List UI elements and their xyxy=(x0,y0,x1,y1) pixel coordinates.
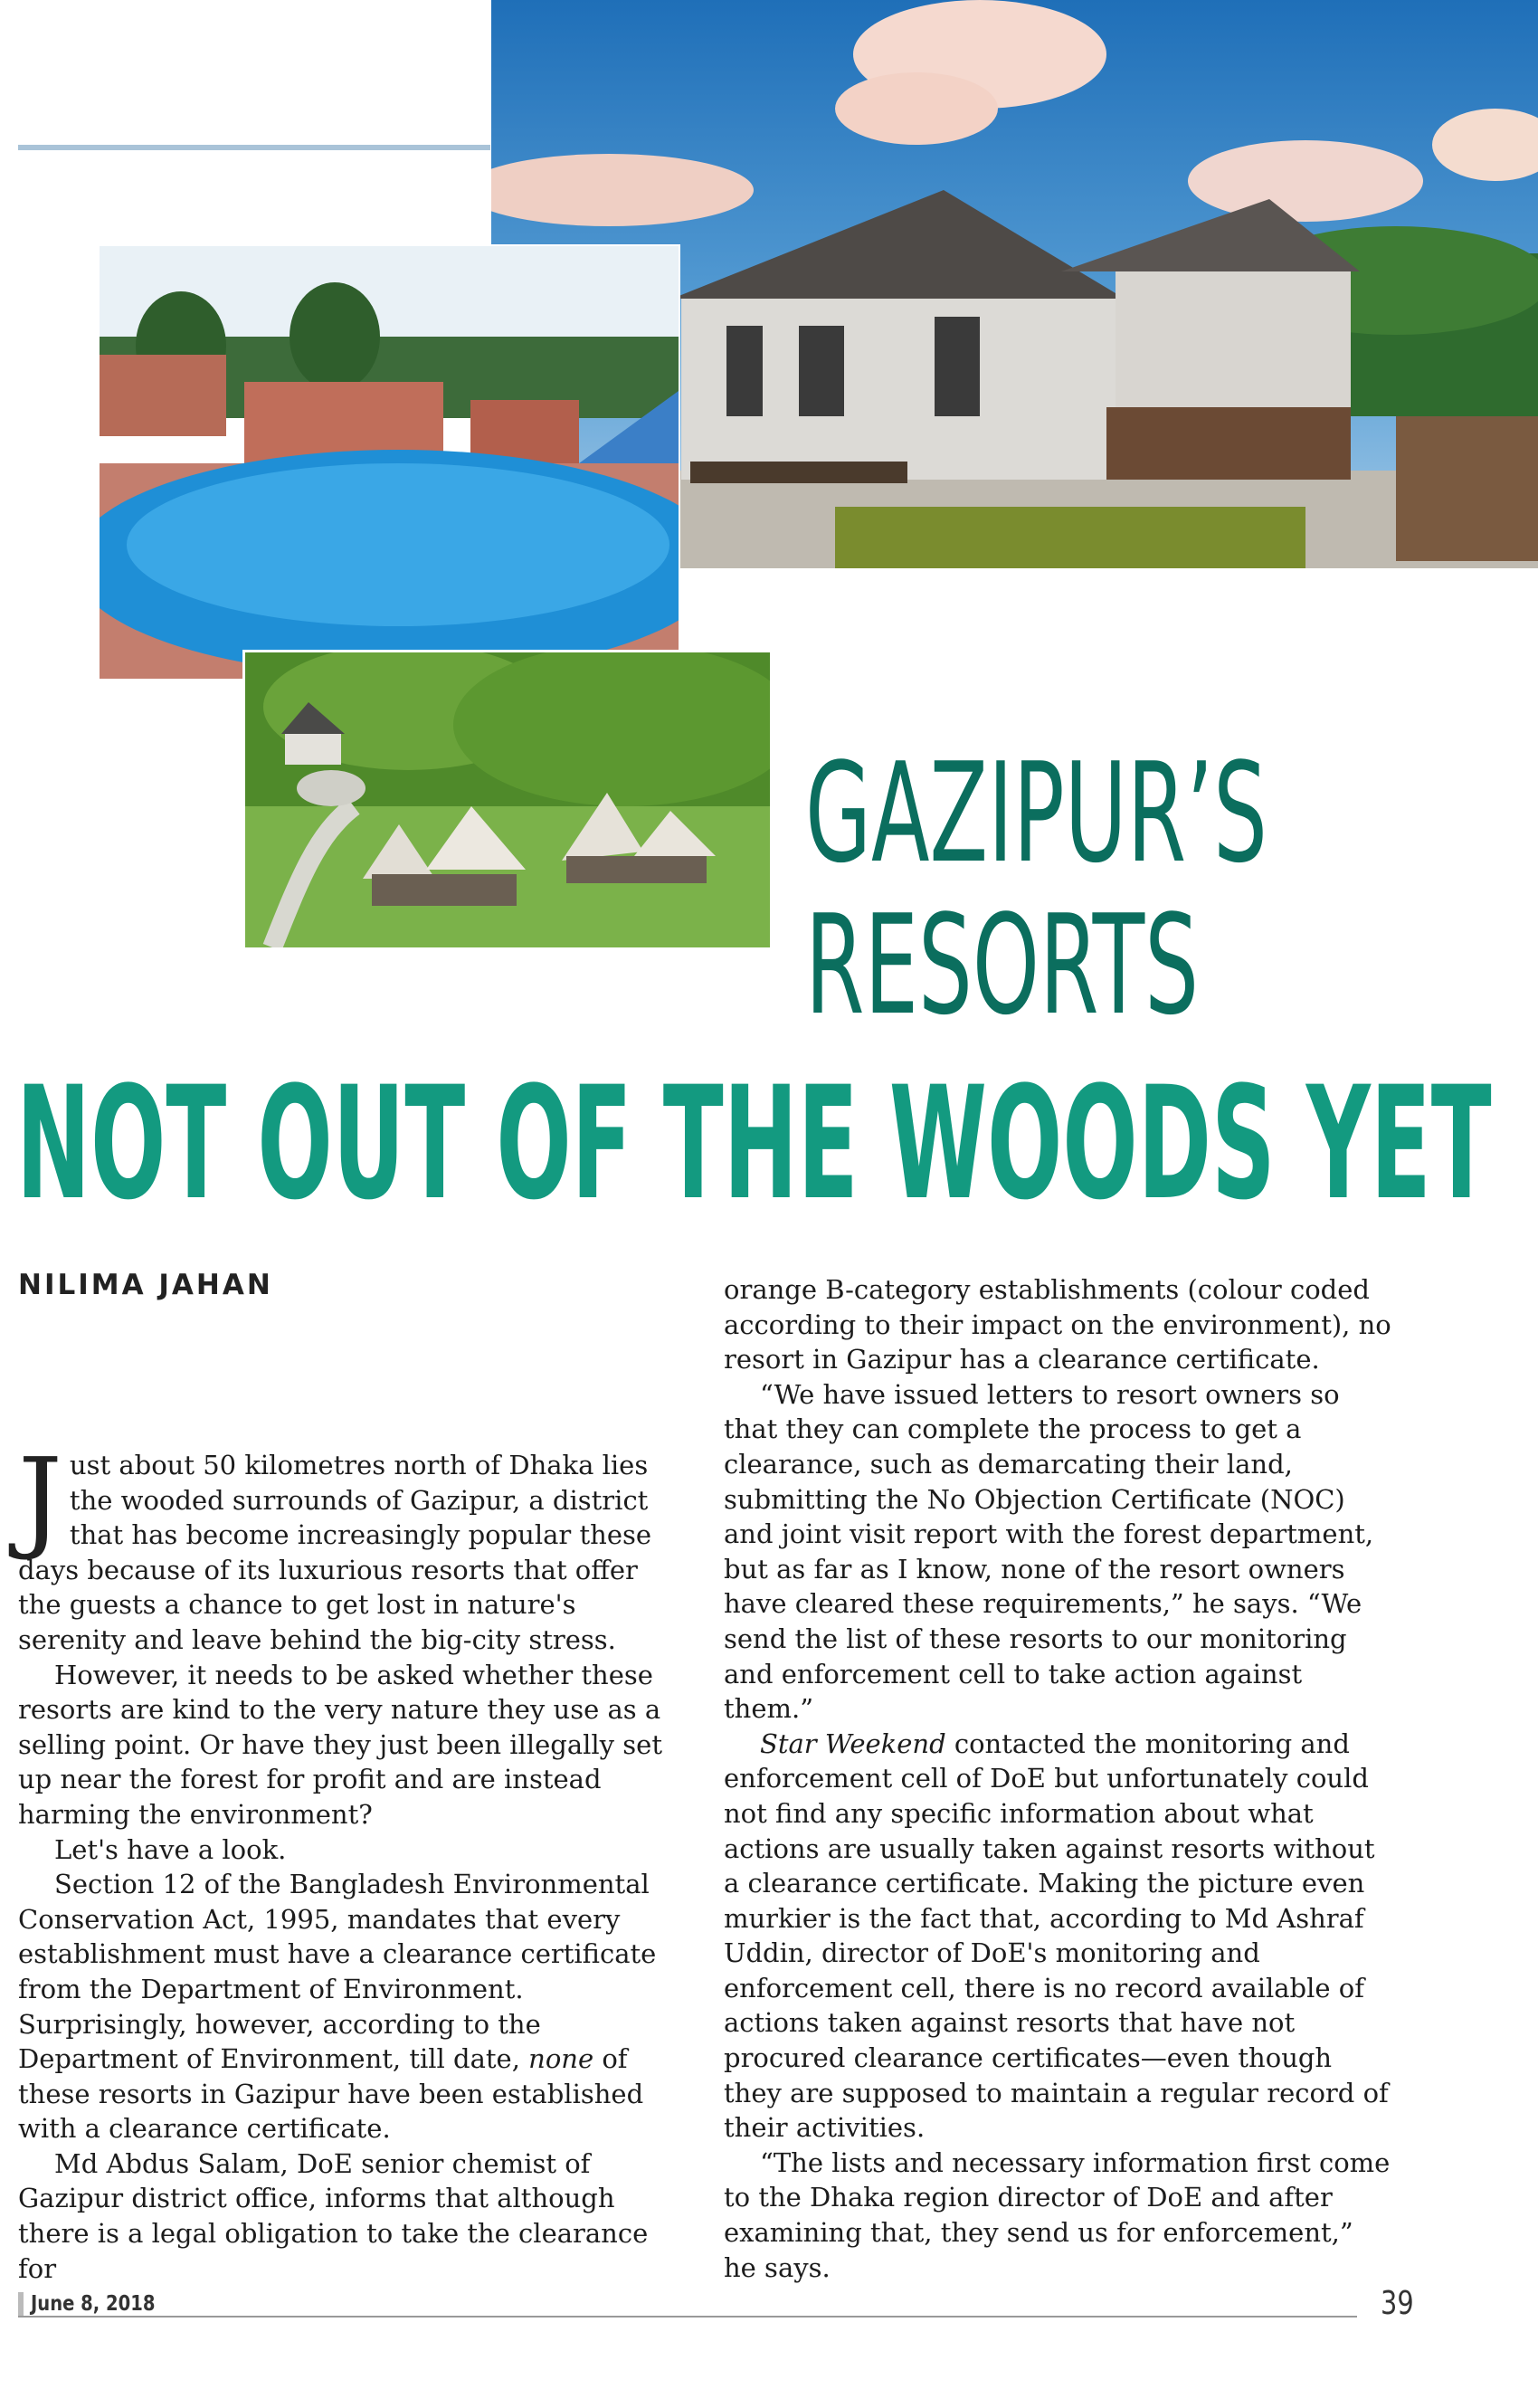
section-title xyxy=(805,733,1267,1045)
article-paragraph: However, it needs to be asked whether these resorts are kind to the very nature they use as a selling point. Or have they just been illegally set up near the forest for profit and are instead harming the environment? xyxy=(18,1659,662,1830)
article-paragraph: “We have issued letters to resort owners so that they can complete the process to get a clearance, such as demarcating their land, submitting the No Objection Certificate (NOC) and joint visit report with the forest department, but as far as I know, none of the resort owners have cleared these requirements,” he says. “We send the list of these resorts to our monitoring and enforcement cell to take action against them.” xyxy=(724,1378,1374,1725)
swimming-pool-photo xyxy=(98,244,680,681)
section-title-line-2: RESORTS xyxy=(805,885,1200,1045)
article-paragraph: Let's have a look. xyxy=(54,1833,287,1865)
article-paragraph: “The lists and necessary information first come to the Dhaka region director of DoE and after examining that, they send us for enforcement,” he says. xyxy=(724,2146,1391,2283)
article-column-left xyxy=(18,1434,669,2286)
article-paragraph: Md Abdus Salam, DoE senior chemist of Gazipur district office, informs that although there is a legal obligation to take the clearance for xyxy=(18,2147,649,2284)
article-headline: NOT OUT OF THE WOODS YET xyxy=(16,1052,1492,1234)
article-paragraph: orange B-category establishments (colour coded according to their impact on the environment), no resort in Gazipur has a clearance certificate. xyxy=(724,1274,1391,1375)
article-paragraph: Star Weekend contacted the monitoring and enforcement cell of DoE but unfortunately could not find any specific information about what actions are usually taken against resorts without a clearance certificate. Making the picture even murkier is the fact that, according to Md Ashraf Uddin, director of DoE's monitoring and enforcement cell, there is no record available of actions taken against resorts that have not procured clearance certificates—even though they are supposed to maintain a regular record of their activities. xyxy=(724,1727,1389,2144)
page-number: 39 xyxy=(1381,2285,1414,2322)
section-title-line-1: GAZIPUR’S xyxy=(805,733,1267,893)
drop-cap: J xyxy=(18,1434,62,1563)
article-paragraph: Section 12 of the Bangladesh Environmental Conservation Act, 1995, mandates that every establishment must have a clearance certificate from the Department of Environment. Surprisingly, however, according to the Department of Environment, till date, none of these resorts in Gazipur have been established with a clearance certificate. xyxy=(18,1869,657,2145)
article-paragraph: Just about 50 kilometres north of Dhaka lies the wooded surrounds of Gazipur, a district that has become increasingly popular these days because of its luxurious resorts that offer the guests a chance to get lost in nature's serenity and leave behind the big-city stress. xyxy=(18,1434,652,1655)
article-column-right xyxy=(724,1272,1393,2285)
footer-rule xyxy=(18,2316,1357,2318)
byline: NILIMA JAHAN xyxy=(18,1269,273,1301)
issue-date: June 8, 2018 xyxy=(31,2292,156,2316)
decorative-rule xyxy=(18,145,490,150)
aerial-forest-cottages-photo xyxy=(242,650,773,950)
footer-mark xyxy=(18,2292,24,2316)
